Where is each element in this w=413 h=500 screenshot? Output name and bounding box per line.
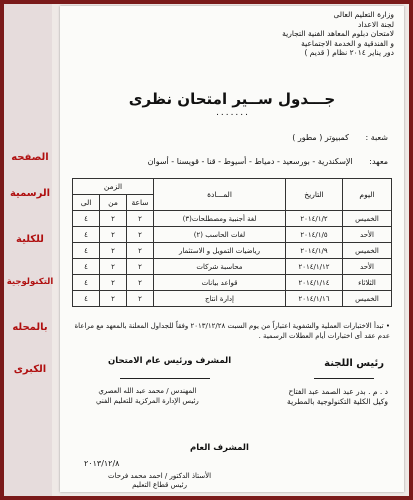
cell-date: ٢٠١٤/١/١٤ — [286, 275, 343, 291]
institute-line — [148, 157, 388, 166]
col-header-subject: المـــادة — [154, 179, 286, 211]
header-line: لامتحان دبلوم المعاهد الفنية التجارية — [282, 29, 394, 38]
general-supervisor-line: الأستاذ الدكتور / احمد محمد فرحات — [108, 472, 212, 480]
cell-to: ٤ — [73, 227, 100, 243]
supervisor-name — [96, 387, 199, 406]
division-line — [292, 133, 388, 142]
cell-from: ٢ — [100, 243, 127, 259]
cell-hour: ٢ — [127, 243, 154, 259]
committee-head-title: رئيس اللجنة — [324, 358, 384, 369]
exam-schedule-document — [60, 6, 404, 492]
cell-date: ٢٠١٤/١/٥ — [286, 227, 343, 243]
cell-to: ٤ — [73, 243, 100, 259]
cell-subject: قواعد بيانات — [154, 275, 286, 291]
practical-exams-note: • تبدأ الاختبارات العملية والشفوية اعتباراً من يوم السبت ٢٠١٣/١٢/٢٨ وفقاً للجداول المعلنة بالمعهد مع مراعاة عدم عقد أى اختبارات أيام العطلات الرسمية . — [74, 322, 390, 340]
cell-subject: لغة أجنبية ومصطلحات(٣) — [154, 211, 286, 227]
cell-date: ٢٠١٤/١/١٦ — [286, 291, 343, 307]
cell-from: ٢ — [100, 211, 127, 227]
general-supervisor-name — [108, 472, 211, 490]
division-value: كمبيوتر ( مطور ) — [292, 133, 349, 142]
committee-head-line: د . م . بدر عبد الصمد عبد الفتاح — [288, 387, 388, 396]
cell-day: الأحد — [343, 259, 392, 275]
supervisor-line: رئيس الإدارة المركزية للتعليم الفني — [96, 396, 199, 405]
sidebar-word: للكلية — [16, 234, 44, 245]
committee-head-line: وكيل الكلية التكنولوجية بالمطرية — [287, 397, 388, 406]
table-row — [73, 211, 392, 227]
sidebar-word: بالمحله — [12, 322, 48, 333]
cell-subject: رياضيات التمويل و الاستثمار — [154, 243, 286, 259]
cell-hour: ٢ — [127, 259, 154, 275]
cell-hour: ٢ — [127, 227, 154, 243]
cell-subject: لغات الحاسب (٢) — [154, 227, 286, 243]
sidebar-word: التكنولوجية — [6, 277, 54, 287]
cell-to: ٤ — [73, 211, 100, 227]
cell-subject: إدارة انتاج — [154, 291, 286, 307]
cell-day: الخميس — [343, 291, 392, 307]
col-header-hour: ساعة — [127, 195, 154, 211]
cell-from: ٢ — [100, 227, 127, 243]
col-header-to: الى — [73, 195, 100, 211]
cell-date: ٢٠١٤/١/٢ — [286, 211, 343, 227]
division-label: شعبة : — [365, 133, 388, 142]
title-dots: ٠٠٠٠٠٠٠ — [215, 110, 249, 120]
committee-head-signature — [314, 378, 374, 379]
col-header-day: اليوم — [343, 179, 392, 211]
cell-day: الخميس — [343, 211, 392, 227]
institute-label: معهد: — [369, 157, 388, 166]
document-title: جـــدول ســير امتحان نظرى — [128, 90, 336, 108]
supervisor-signature — [120, 378, 210, 379]
cell-from: ٢ — [100, 275, 127, 291]
sidebar-word: الرسمية — [9, 188, 51, 199]
cell-hour: ٢ — [127, 291, 154, 307]
schedule-table — [72, 178, 392, 307]
cell-date: ٢٠١٤/١/١٢ — [286, 259, 343, 275]
header-line: و الفندقية و الخدمة الاجتماعية — [301, 38, 394, 48]
cell-day: الثلاثاء — [343, 275, 392, 291]
header-line: دور يناير ٢٠١٤ نظام ( قديم ) — [304, 48, 394, 57]
cell-subject: محاسبة شركات — [154, 259, 286, 275]
col-header-from: من — [100, 195, 127, 211]
col-header-time: الزمن — [73, 179, 154, 195]
cell-hour: ٢ — [127, 211, 154, 227]
sidebar — [4, 4, 52, 496]
supervisor-title: المشرف ورئيس عام الامتحان — [108, 356, 232, 366]
ministry-header — [282, 10, 394, 58]
institute-value: الإسكندرية - بورسعيد - دمياط - أسيوط - قنا - قويسنا - أسوان — [147, 157, 353, 166]
header-line: لجنة الاعداد — [358, 19, 394, 29]
cell-day: الخميس — [343, 243, 392, 259]
table-row — [73, 227, 392, 243]
table-row — [73, 291, 392, 307]
header-line: وزارة التعليم العالى — [333, 10, 394, 19]
cell-hour: ٢ — [127, 275, 154, 291]
cell-from: ٢ — [100, 291, 127, 307]
cell-day: الأحد — [343, 227, 392, 243]
sidebar-word: الصفحه — [11, 152, 49, 163]
cell-from: ٢ — [100, 259, 127, 275]
col-header-date: التاريخ — [286, 179, 343, 211]
table-row — [73, 275, 392, 291]
general-supervisor-line: رئيس قطاع التعليم — [132, 481, 187, 489]
general-supervisor-date: ٢٠١٣/١٢/٨ — [84, 459, 120, 468]
supervisor-line: المهندس / محمد عبد الله العصري — [98, 387, 197, 395]
cell-to: ٤ — [73, 275, 100, 291]
committee-head-name — [287, 387, 388, 407]
table-row — [73, 259, 392, 275]
cell-date: ٢٠١٤/١/٩ — [286, 243, 343, 259]
general-supervisor-title: المشرف العام — [190, 443, 249, 453]
cell-to: ٤ — [73, 259, 100, 275]
table-row — [73, 243, 392, 259]
cell-to: ٤ — [73, 291, 100, 307]
sidebar-word: الكبرى — [13, 364, 47, 375]
